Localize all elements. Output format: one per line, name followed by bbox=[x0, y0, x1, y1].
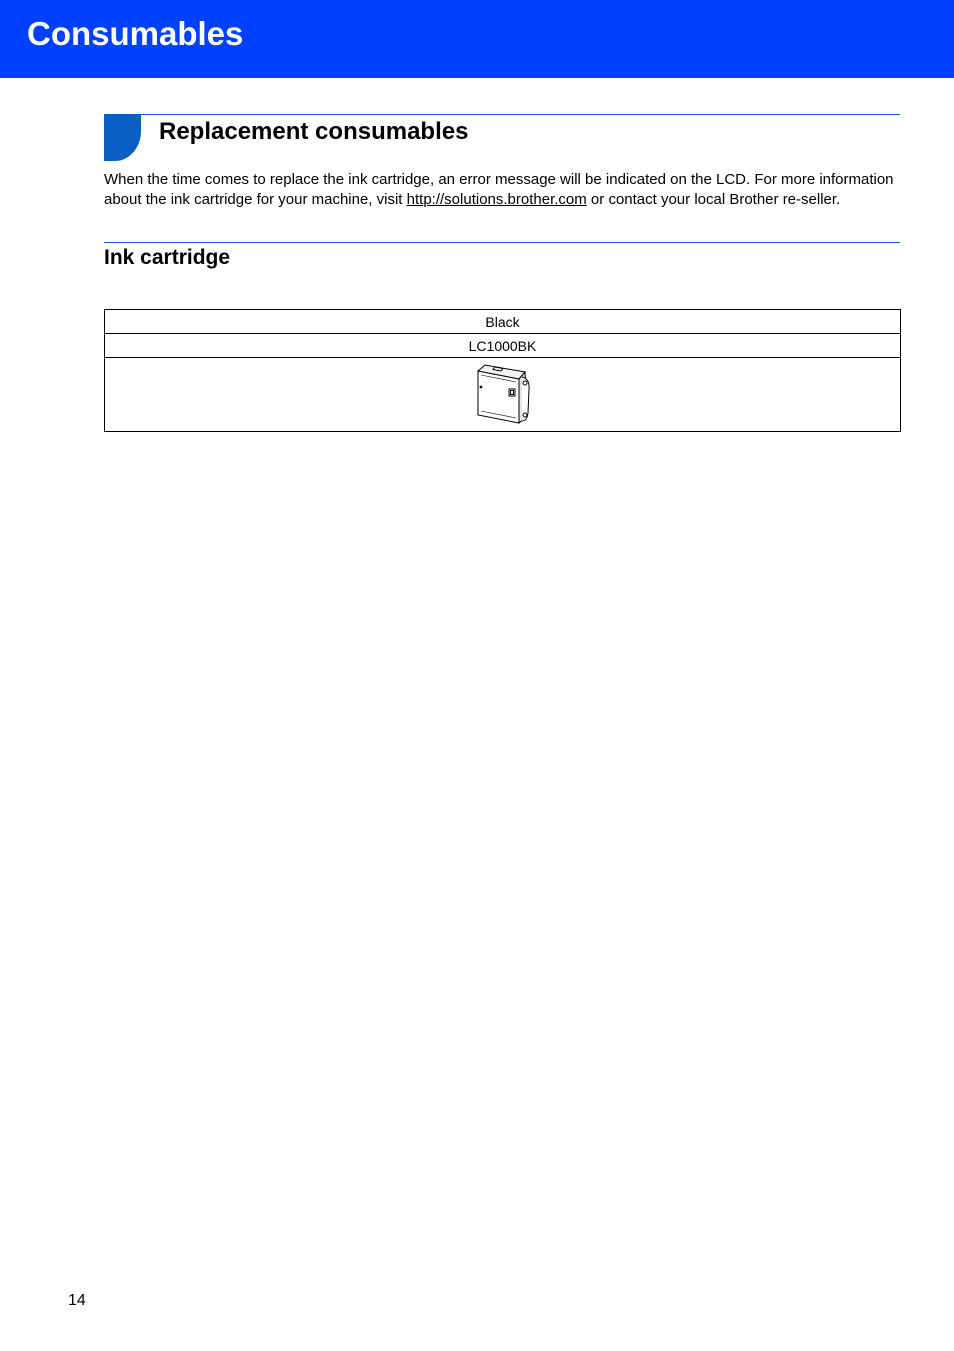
table-row-model bbox=[105, 334, 901, 358]
page-number: 14 bbox=[68, 1292, 86, 1309]
section-rule-top bbox=[104, 114, 900, 115]
subsection-title: Ink cartridge bbox=[104, 246, 231, 269]
ink-cartridge-table bbox=[104, 309, 901, 432]
solutions-link[interactable]: http://solutions.brother.com bbox=[406, 190, 587, 208]
section-title: Replacement consumables bbox=[159, 118, 469, 145]
table-row-color bbox=[105, 310, 901, 334]
color-cell: Black bbox=[105, 310, 901, 334]
header-bar bbox=[0, 0, 954, 78]
intro-text-before-link: When the time comes to replace the ink cartridge, an error message will be indicated on the LCD. For more information about the ink cartridge for your machine, visit bbox=[104, 171, 894, 208]
table-row-image bbox=[105, 358, 901, 432]
image-cell bbox=[105, 358, 901, 432]
intro-paragraph bbox=[104, 170, 904, 209]
intro-text-after-link: or contact your local Brother re-seller. bbox=[586, 190, 841, 208]
ink-cartridge-icon bbox=[473, 363, 533, 427]
subsection-rule bbox=[104, 242, 900, 243]
page-title: Consumables bbox=[27, 15, 244, 52]
model-cell: LC1000BK bbox=[105, 334, 901, 358]
section-marker bbox=[104, 114, 141, 161]
